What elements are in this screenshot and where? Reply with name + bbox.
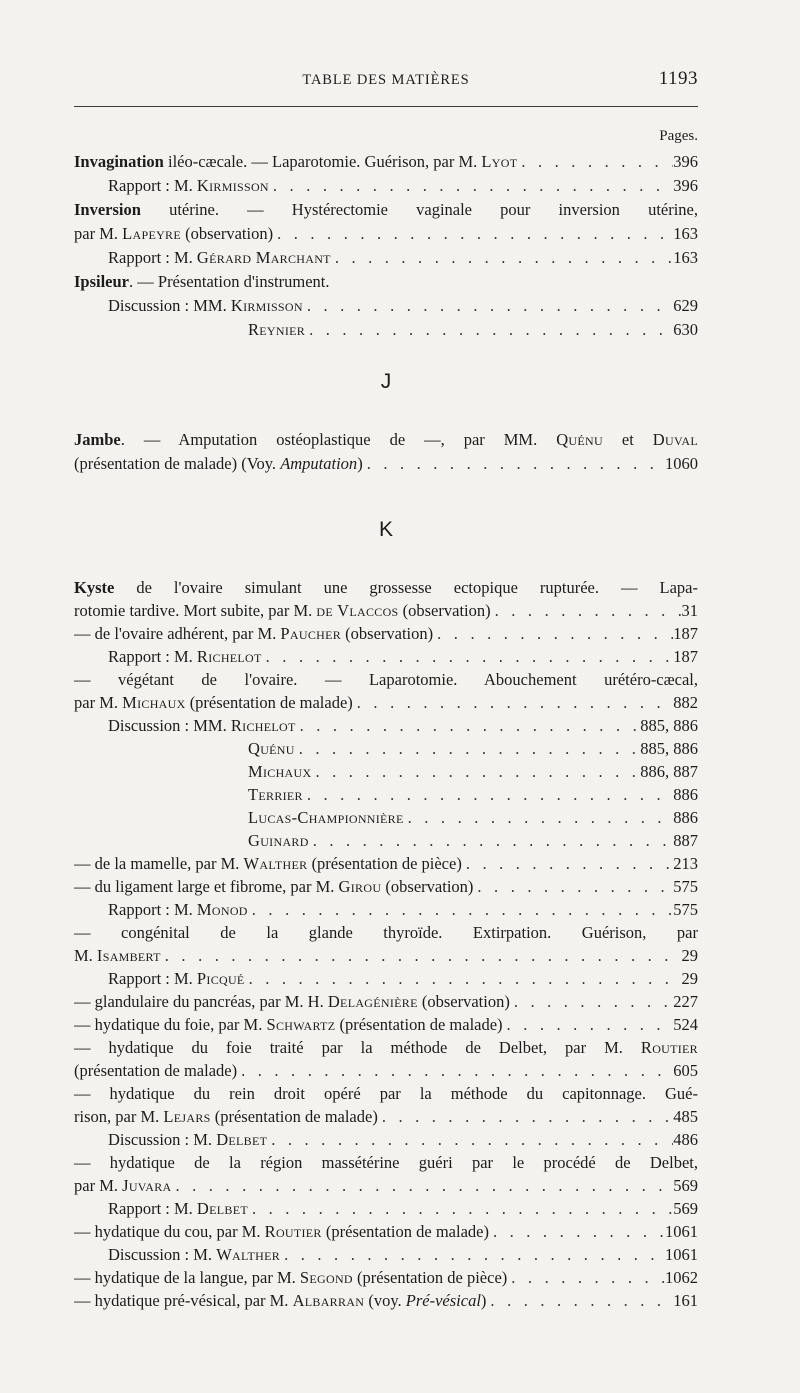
- entry-text: (présentation de pièce): [307, 854, 462, 873]
- index-entry: [74, 668, 698, 692]
- entry-text: rison, par M.: [74, 1107, 164, 1126]
- entry-text: et: [602, 430, 653, 449]
- page-ref: 31: [681, 601, 698, 620]
- index-entry: [74, 1243, 698, 1267]
- index-entry: [74, 1151, 698, 1175]
- index-entry: [74, 1220, 698, 1244]
- author-name: Picqué: [196, 969, 245, 988]
- index-entry: [74, 150, 698, 174]
- page-ref: 569: [673, 1176, 698, 1195]
- entry-text: rotomie tardive. Mort subite, par M.: [74, 601, 317, 620]
- entry-text: . — Présentation d'instrument.: [129, 272, 330, 291]
- page-ref: 569: [673, 1199, 698, 1218]
- index-entry: [74, 898, 698, 922]
- page-ref: 187: [673, 624, 698, 643]
- index-entry: [74, 1289, 698, 1313]
- page-ref: 1061: [665, 1222, 698, 1241]
- entry-text: (observation): [341, 624, 434, 643]
- page-ref: 886: [673, 785, 698, 804]
- page-ref: 605: [673, 1061, 698, 1080]
- author-name: Routier: [640, 1038, 698, 1057]
- author-name: Schwartz: [266, 1015, 336, 1034]
- entry-text: — hydatique du rein droit opéré par la méthode du capitonnage. Gué-: [74, 1084, 698, 1103]
- author-name: Lyot: [481, 152, 518, 171]
- index-entry: [74, 645, 698, 669]
- entry-text: M.: [74, 946, 97, 965]
- author-name: Kirmisson: [230, 296, 303, 315]
- page-number: 1193: [658, 68, 698, 89]
- entry-text: — hydatique de la langue, par M.: [74, 1268, 300, 1287]
- page-ref: 882: [673, 693, 698, 712]
- index-entry: [74, 622, 698, 646]
- entry-headword: Ipsileur: [74, 272, 130, 291]
- entry-text: Discussion : MM.: [108, 716, 231, 735]
- index-entry: [74, 760, 698, 784]
- author-name: Girou: [338, 877, 382, 896]
- page-ref: 396: [673, 176, 698, 195]
- page-ref: 886, 887: [640, 762, 698, 781]
- section-letter: K: [378, 518, 393, 541]
- entry-text: — glandulaire du pancréas, par M. H.: [74, 992, 328, 1011]
- author-name: Michaux: [122, 693, 186, 712]
- page-ref: 161: [673, 1291, 698, 1310]
- entry-text: — végétant de l'ovaire. — Laparotomie. Abouchement urétéro-cæcal,: [74, 670, 698, 689]
- entry-text: — de la mamelle, par M.: [74, 854, 244, 873]
- entry-text: Discussion : M.: [108, 1130, 217, 1149]
- entry-text: Rapport : M.: [108, 969, 197, 988]
- page-ref: 885, 886: [640, 716, 698, 735]
- index-entry: [74, 576, 698, 600]
- entry-text: Rapport : M.: [108, 647, 197, 666]
- page-ref: 630: [673, 320, 698, 339]
- index-entry: [74, 875, 698, 899]
- page-ref: 213: [673, 854, 698, 873]
- index-entry: [74, 852, 698, 876]
- index-entry: [74, 783, 698, 807]
- entry-text: de l'ovaire simulant une grossesse ectopique rupturée. — Lapa-: [114, 578, 698, 597]
- page-ref: 885, 886: [640, 739, 698, 758]
- index-entry: [74, 1174, 698, 1198]
- entry-text: — de l'ovaire adhérent, par M.: [74, 624, 281, 643]
- entry-text: (présentation de malade): [335, 1015, 503, 1034]
- running-head: [74, 68, 698, 96]
- author-name: Walther: [216, 1245, 281, 1264]
- index-entry: [74, 198, 698, 222]
- index-entry: [74, 1105, 698, 1129]
- page-ref: 886: [673, 808, 698, 827]
- page-ref: 524: [673, 1015, 698, 1034]
- index-entry: [74, 318, 698, 342]
- entry-headword: Jambe: [74, 430, 121, 449]
- entry-text: Rapport : M.: [108, 1199, 197, 1218]
- author-name: Quénu: [556, 430, 603, 449]
- author-name: Reynier: [248, 320, 306, 339]
- author-name: Walther: [243, 854, 308, 873]
- index-entry: [74, 1059, 698, 1083]
- entry-text: — hydatique du foie traité par la méthode de Delbet, par M.: [74, 1038, 641, 1057]
- entry-headword: Kyste: [74, 578, 115, 597]
- entry-text: (présentation de malade): [185, 693, 353, 712]
- page-ref: 1060: [665, 454, 698, 473]
- entry-text: — hydatique de la région massétérine guéri par le procédé de Delbet,: [74, 1153, 698, 1172]
- entry-headword: Invagination: [74, 152, 164, 171]
- entry-text: ): [357, 454, 363, 473]
- entry-text: Rapport : M.: [108, 900, 197, 919]
- entry-text: (observation): [417, 992, 510, 1011]
- index-entry: [74, 1082, 698, 1106]
- header-rule: [74, 106, 698, 107]
- author-name: Juvara: [122, 1176, 172, 1195]
- entry-text: — congénital de la glande thyroïde. Extirpation. Guérison, par: [74, 923, 698, 942]
- entry-text: (voy.: [364, 1291, 406, 1310]
- author-name: Isambert: [96, 946, 161, 965]
- entry-text: (observation): [381, 877, 474, 896]
- page-ref: 163: [673, 224, 698, 243]
- author-name: de Vlaccos: [316, 601, 399, 620]
- entry-text: (observation): [180, 224, 274, 243]
- entry-text: par M.: [74, 224, 123, 243]
- entry-text: (présentation de malade): [321, 1222, 489, 1241]
- author-name: Duval: [652, 430, 698, 449]
- page-ref: 486: [673, 1130, 698, 1149]
- index-entry: [74, 1036, 698, 1060]
- cross-reference: Pré-vésical: [405, 1291, 481, 1310]
- entry-text: (présentation de malade) (Voy.: [74, 454, 281, 473]
- author-name: Routier: [264, 1222, 322, 1241]
- entry-text: (observation): [398, 601, 491, 620]
- entry-text: ): [480, 1291, 487, 1310]
- author-name: Michaux: [248, 762, 312, 781]
- author-name: Lapeyre: [122, 224, 181, 243]
- author-name: Richelot: [196, 647, 262, 666]
- index-entry: [74, 829, 698, 853]
- index-entry: [74, 691, 698, 715]
- index-entry: [74, 921, 698, 945]
- page-ref: 187: [673, 647, 698, 666]
- pages-column-label: Pages.: [659, 128, 698, 144]
- page-ref: 227: [673, 992, 698, 1011]
- author-name: Monod: [196, 900, 248, 919]
- page-ref: 29: [681, 946, 698, 965]
- index-entry: [74, 246, 698, 270]
- entry-text: (présentation de pièce): [352, 1268, 508, 1287]
- author-name: Paucher: [280, 624, 342, 643]
- entry-headword: Inversion: [74, 200, 141, 219]
- index-entry: [74, 806, 698, 830]
- index-entry: [74, 1128, 698, 1152]
- page-ref: 575: [673, 877, 698, 896]
- section-letter: J: [380, 370, 392, 393]
- entry-text: — hydatique du cou, par M.: [74, 1222, 265, 1241]
- author-name: Albarran: [292, 1291, 365, 1310]
- index-entry: [74, 1013, 698, 1037]
- author-name: Gérard Marchant: [196, 248, 331, 267]
- index-entry: [74, 967, 698, 991]
- entry-text: Rapport : M.: [108, 176, 197, 195]
- page-ref: 575: [673, 900, 698, 919]
- entry-text: — hydatique du foie, par M.: [74, 1015, 267, 1034]
- page-ref: 887: [673, 831, 698, 850]
- page-ref: 163: [673, 248, 698, 267]
- author-name: Guinard: [248, 831, 309, 850]
- index-entry: [74, 452, 698, 476]
- author-name: Kirmisson: [196, 176, 269, 195]
- page-ref: 629: [673, 296, 698, 315]
- index-entry: [74, 1266, 698, 1290]
- entry-text: par M.: [74, 693, 123, 712]
- entry-text: iléo-cæcale. — Laparotomie. Guérison, par M.: [163, 152, 482, 171]
- author-name: Segond: [299, 1268, 353, 1287]
- index-entry: [74, 174, 698, 198]
- entry-text: Rapport : M.: [108, 248, 197, 267]
- entry-text: utérine. — Hystérectomie vaginale pour inversion utérine,: [140, 200, 698, 219]
- page-ref: 396: [673, 152, 698, 171]
- entry-text: — hydatique pré-vésical, par M.: [74, 1291, 293, 1310]
- author-name: Delbet: [216, 1130, 268, 1149]
- entry-text: (présentation de malade): [210, 1107, 378, 1126]
- index-entry: [74, 714, 698, 738]
- entry-text: par M.: [74, 1176, 123, 1195]
- author-name: Lucas-Championnière: [248, 808, 404, 827]
- index-entry: [74, 428, 698, 452]
- page-ref: 485: [673, 1107, 698, 1126]
- index-entry: [74, 1197, 698, 1221]
- index-entry: [74, 990, 698, 1014]
- index-entry: [74, 222, 698, 246]
- entry-text: Discussion : M.: [108, 1245, 217, 1264]
- entry-text: — du ligament large et fibrome, par M.: [74, 877, 339, 896]
- cross-reference: Amputation: [280, 454, 358, 473]
- page-ref: 1061: [665, 1245, 698, 1264]
- page-ref: 1062: [665, 1268, 698, 1287]
- entry-text: . — Amputation ostéoplastique de —, par MM.: [120, 430, 557, 449]
- author-name: Lejars: [163, 1107, 211, 1126]
- index-entry: [74, 599, 698, 623]
- author-name: Terrier: [248, 785, 303, 804]
- author-name: Delagénière: [327, 992, 418, 1011]
- entry-text: (présentation de malade): [74, 1061, 238, 1080]
- running-title: TABLE DES MATIÈRES: [302, 72, 470, 88]
- author-name: Delbet: [196, 1199, 248, 1218]
- index-entry: [74, 294, 698, 318]
- author-name: Richelot: [230, 716, 296, 735]
- index-entry: [74, 270, 698, 294]
- author-name: Quénu: [248, 739, 295, 758]
- entry-text: Discussion : MM.: [108, 296, 231, 315]
- index-entry: [74, 944, 698, 968]
- index-entry: [74, 737, 698, 761]
- page-ref: 29: [681, 969, 698, 988]
